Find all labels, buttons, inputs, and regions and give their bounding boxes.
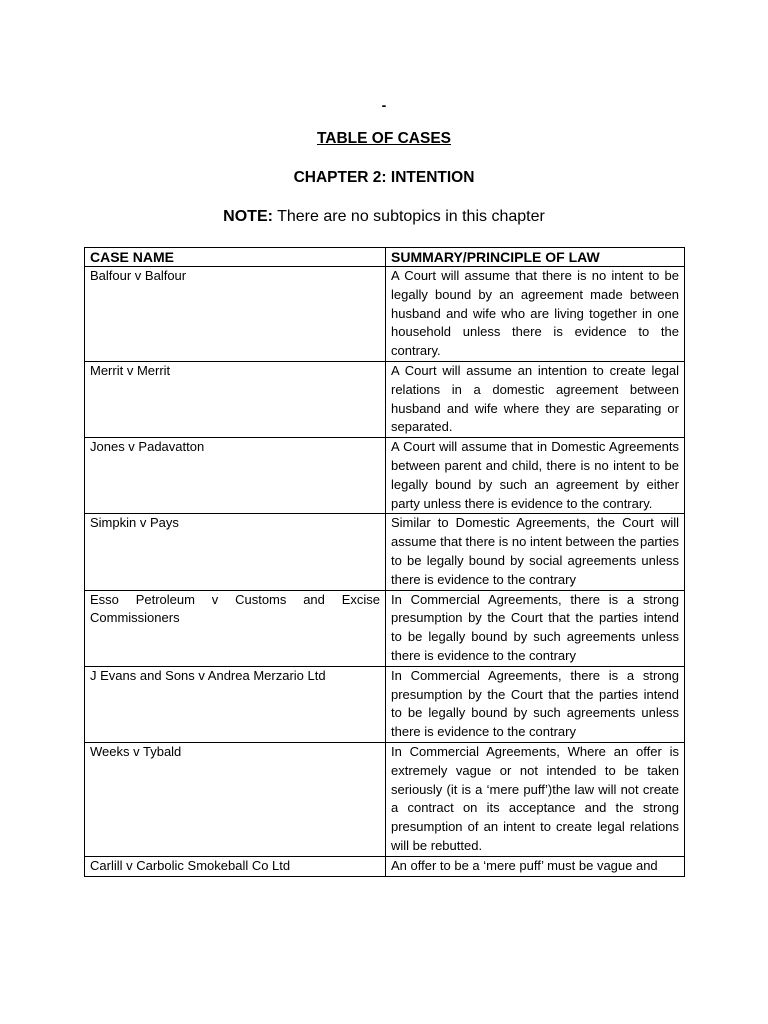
table-row (85, 666, 685, 742)
table-row (85, 267, 685, 362)
summary-cell: In Commercial Agreements, there is a strong presumption by the Court that the parties intend to be legally bound by such agreements unless there is evidence to the contrary (386, 666, 685, 742)
column-header-summary: SUMMARY/PRINCIPLE OF LAW (386, 248, 685, 267)
table-row (85, 514, 685, 590)
case-name-cell: J Evans and Sons v Andrea Merzario Ltd (85, 666, 386, 742)
case-name-cell: Simpkin v Pays (85, 514, 386, 590)
case-name-cell: Esso Petroleum v Customs and Excise Commissioners (85, 590, 386, 666)
chapter-heading: CHAPTER 2: INTENTION (293, 169, 475, 186)
page-title-text: TABLE OF CASES (316, 130, 452, 147)
summary-cell: An offer to be a ‘mere puff’ must be vague and (386, 856, 685, 876)
summary-cell: Similar to Domestic Agreements, the Court will assume that there is no intent between the parties to be legally bound by social agreements unless there is evidence to the contrary (386, 514, 685, 590)
note-label: NOTE: (223, 208, 273, 225)
table-header-row (85, 248, 685, 267)
case-name-cell: Weeks v Tybald (85, 742, 386, 856)
summary-cell: In Commercial Agreements, Where an offer is extremely vague or not intended to be taken seriously (it is a ‘mere puff’)the law will not create a contract on its acceptance and the strong presumption of an intent to create legal relations will be rebutted. (386, 742, 685, 856)
note-line (0, 208, 768, 226)
summary-cell: A Court will assume that in Domestic Agreements between parent and child, there is no intent to be legally bound by such an agreement by either party unless there is evidence to the contrary. (386, 438, 685, 514)
table-row (85, 590, 685, 666)
table-row (85, 742, 685, 856)
case-name-cell: Carlill v Carbolic Smokeball Co Ltd (85, 856, 386, 876)
note-text: There are no subtopics in this chapter (272, 208, 545, 225)
case-name-cell: Merrit v Merrit (85, 361, 386, 437)
summary-cell: A Court will assume an intention to create legal relations in a domestic agreement between husband and wife where they are separating or separated. (386, 361, 685, 437)
case-name-cell: Balfour v Balfour (85, 267, 386, 362)
cases-table (84, 247, 685, 877)
case-name-cell: Jones v Padavatton (85, 438, 386, 514)
column-header-case-name: CASE NAME (85, 248, 386, 267)
page-title (0, 130, 768, 148)
summary-cell: In Commercial Agreements, there is a strong presumption by the Court that the parties intend to be legally bound by such agreements unless there is evidence to the contrary (386, 590, 685, 666)
table-row (85, 361, 685, 437)
summary-cell: A Court will assume that there is no intent to be legally bound by an agreement made between husband and wife who are living together in one household unless there is evidence to the contrary. (386, 267, 685, 362)
table-row (85, 856, 685, 876)
table-row (85, 438, 685, 514)
header-dash: - (381, 97, 387, 113)
